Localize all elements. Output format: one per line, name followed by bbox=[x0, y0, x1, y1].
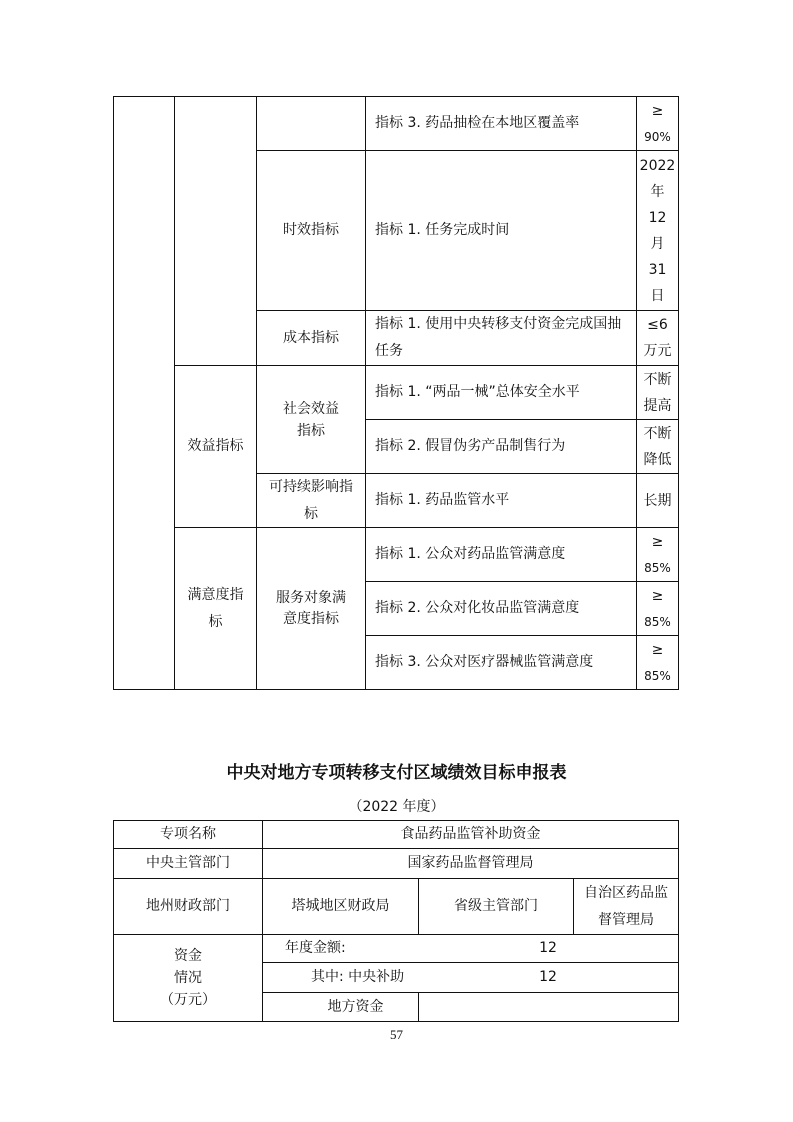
indicator-row-6: 指标 1. 药品监管水平 bbox=[375, 492, 510, 508]
local-finance-label: 地州财政部门 bbox=[146, 898, 230, 914]
indicator-row-8: 指标 2. 公众对化妆品监管满意度 bbox=[375, 600, 580, 616]
indicator-row-4: 指标 1. “两品一械”总体安全水平 bbox=[375, 384, 580, 400]
tier2-timeliness: 时效指标 bbox=[283, 222, 339, 238]
project-name-value: 食品药品监管补助资金 bbox=[400, 826, 541, 842]
tier2-cost: 成本指标 bbox=[283, 329, 339, 346]
value-row-9: ≥ 85% bbox=[644, 641, 671, 683]
indicator-row-9: 指标 3. 公众对医疗器械监管满意度 bbox=[375, 654, 594, 670]
value-row-6: 长期 bbox=[643, 492, 672, 509]
value-row-2: 2022 年 12 月 31 日 bbox=[639, 157, 676, 304]
funds-label: 资金 情况 （万元） bbox=[160, 948, 216, 1008]
indicator-row-2: 指标 1. 任务完成时间 bbox=[375, 222, 510, 238]
provincial-dept-value: 自治区药品监督管理局 bbox=[584, 884, 668, 928]
indicator-row-1: 指标 3. 药品抽检在本地区覆盖率 bbox=[375, 115, 580, 131]
indicator-row-5: 指标 2. 假冒伪劣产品制售行为 bbox=[375, 438, 566, 454]
annual-amount-label: 年度金额: bbox=[285, 940, 346, 956]
annual-amount-value: 12 bbox=[539, 940, 557, 956]
tier2-sustainable: 可持续影响指标 bbox=[269, 478, 353, 522]
value-row-1: ≥ 90% bbox=[644, 102, 671, 144]
central-subsidy-value: 12 bbox=[539, 969, 557, 985]
page-number: 57 bbox=[390, 1027, 403, 1042]
central-dept-label: 中央主管部门 bbox=[146, 855, 230, 871]
provincial-dept-label: 省级主管部门 bbox=[454, 898, 538, 914]
indicator-row-3: 指标 1. 使用中央转移支付资金完成国抽任务 bbox=[375, 316, 622, 359]
value-row-7: ≥ 85% bbox=[644, 533, 671, 575]
tier2-service: 服务对象满意度指标 bbox=[276, 589, 346, 627]
value-row-5: 不断 降低 bbox=[643, 425, 672, 468]
central-dept-value: 国家药品监督管理局 bbox=[407, 855, 534, 871]
tier1-satisfaction: 满意度指标 bbox=[187, 586, 244, 630]
tier1-benefit: 效益指标 bbox=[187, 438, 244, 454]
value-row-4: 不断 提高 bbox=[643, 371, 672, 414]
value-row-3: ≤6 万元 bbox=[643, 317, 672, 359]
project-name-label: 专项名称 bbox=[160, 826, 216, 842]
form-title: 中央对地方专项转移支付区域绩效目标申报表 bbox=[226, 763, 567, 783]
value-row-8: ≥ 85% bbox=[644, 587, 671, 629]
local-funds-value bbox=[419, 993, 678, 1021]
local-finance-value: 塔城地区财政局 bbox=[291, 898, 390, 914]
tier2-social: 社会效益指标 bbox=[283, 400, 339, 439]
local-funds-label: 地方资金 bbox=[327, 998, 384, 1015]
form-year: （2022 年度） bbox=[348, 799, 445, 815]
central-subsidy-label: 其中: 中央补助 bbox=[311, 969, 405, 985]
indicator-row-7: 指标 1. 公众对药品监管满意度 bbox=[375, 546, 566, 562]
